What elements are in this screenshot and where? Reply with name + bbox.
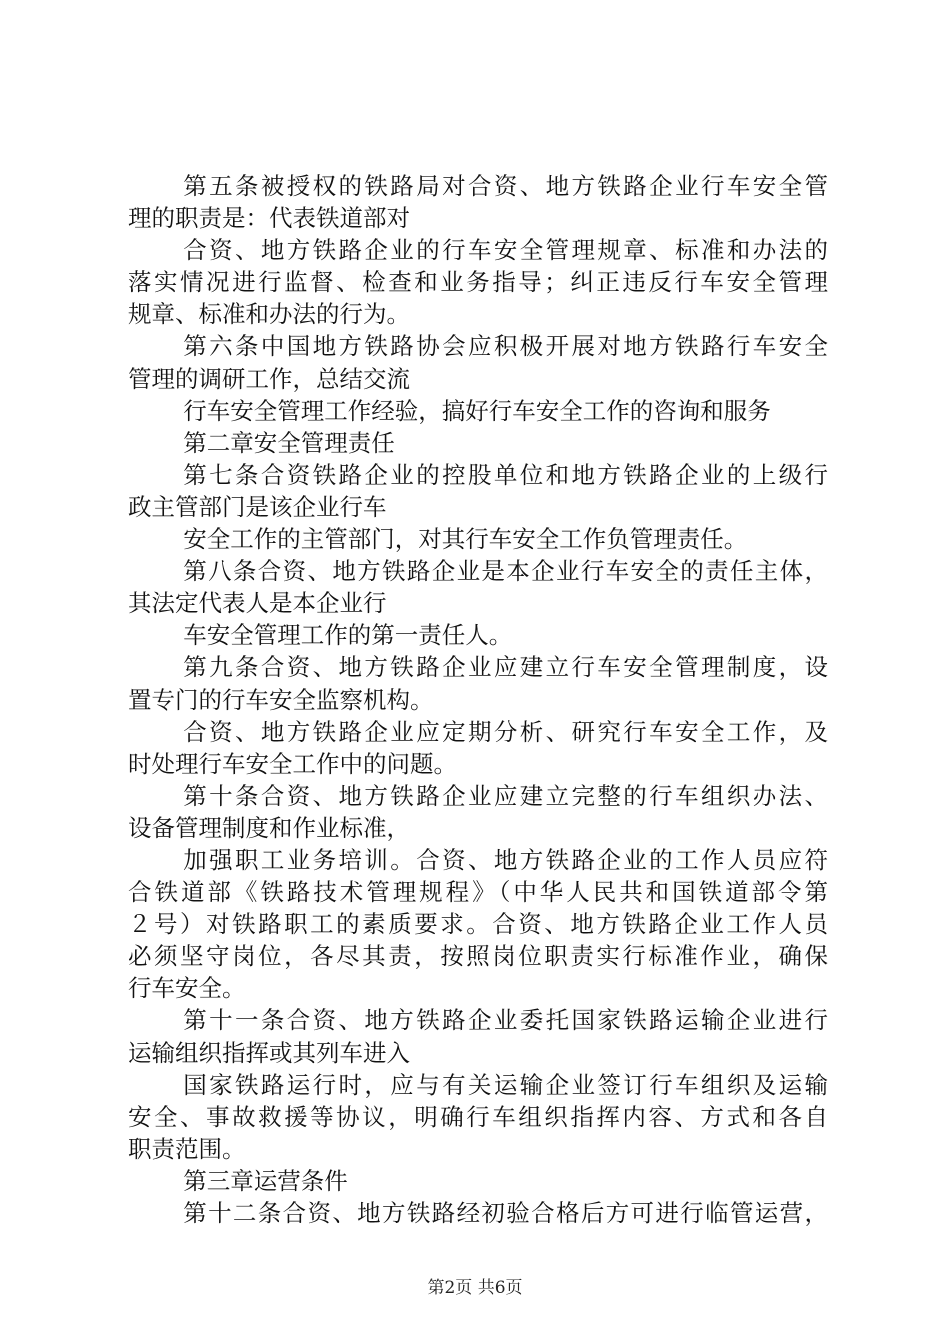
text-line: 运输组织指挥或其列车进入 [128,1038,410,1067]
text-line: 第七条合资铁路企业的控股单位和地方铁路企业的上级行 [183,460,828,489]
text-line: 安全、事故救援等协议，明确行车组织指挥内容、方式和各自 [128,1102,828,1131]
text-line: 时处理行车安全工作中的问题。 [128,749,457,778]
text-line: 第九条合资、地方铁路企业应建立行车安全管理制度，设 [183,653,828,682]
text-line: 职责范围。 [128,1134,246,1163]
text-line: 规章、标准和办法的行为。 [128,300,410,329]
text-line: 行车安全。 [128,974,246,1003]
document-body [128,170,828,1229]
text-line: 第三章运营条件 [183,1166,348,1195]
text-line: 政主管部门是该企业行车 [128,492,387,521]
text-line: 设备管理制度和作业标准， [128,813,410,842]
text-line: 合铁道部《铁路技术管理规程》（中华人民共和国铁道部令第 [128,878,828,907]
text-line: 合资、地方铁路企业的行车安全管理规章、标准和办法的 [183,236,828,265]
text-line: 加强职工业务培训。合资、地方铁路企业的工作人员应符 [183,845,828,874]
text-line: 第六条中国地方铁路协会应积极开展对地方铁路行车安全 [183,332,828,361]
text-line: 第十一条合资、地方铁路企业委托国家铁路运输企业进行 [183,1006,828,1035]
text-line: 安全工作的主管部门，对其行车安全工作负管理责任。 [183,525,748,554]
text-line: 车安全管理工作的第一责任人。 [183,621,513,650]
text-line: 管理的调研工作，总结交流 [128,364,410,393]
text-line: 必须坚守岗位，各尽其责，按照岗位职责实行标准作业，确保 [128,942,828,971]
text-line: 行车安全管理工作经验，搞好行车安全工作的咨询和服务 [183,396,771,425]
page-footer: 第2页 共6页 [427,1278,523,1298]
text-line: 第十二条合资、地方铁路经初验合格后方可进行临管运营， [183,1199,828,1227]
text-line: 第八条合资、地方铁路企业是本企业行车安全的责任主体， [183,557,828,586]
text-line: 第十条合资、地方铁路企业应建立完整的行车组织办法、 [183,781,828,810]
text-line: 落实情况进行监督、检查和业务指导；纠正违反行车安全管理 [128,268,828,297]
text-line: 其法定代表人是本企业行 [128,589,387,618]
text-line: 合资、地方铁路企业应定期分析、研究行车安全工作，及 [183,717,828,746]
text-line: 理的职责是：代表铁道部对 [128,204,410,233]
text-line: 第二章安全管理责任 [183,428,395,457]
text-line: 置专门的行车安全监察机构。 [128,685,434,714]
text-line: 国家铁路运行时，应与有关运输企业签订行车组织及运输 [183,1070,828,1099]
text-line: 第五条被授权的铁路局对合资、地方铁路企业行车安全管 [183,172,828,200]
text-line: ２号）对铁路职工的素质要求。合资、地方铁路企业工作人员 [128,910,828,939]
